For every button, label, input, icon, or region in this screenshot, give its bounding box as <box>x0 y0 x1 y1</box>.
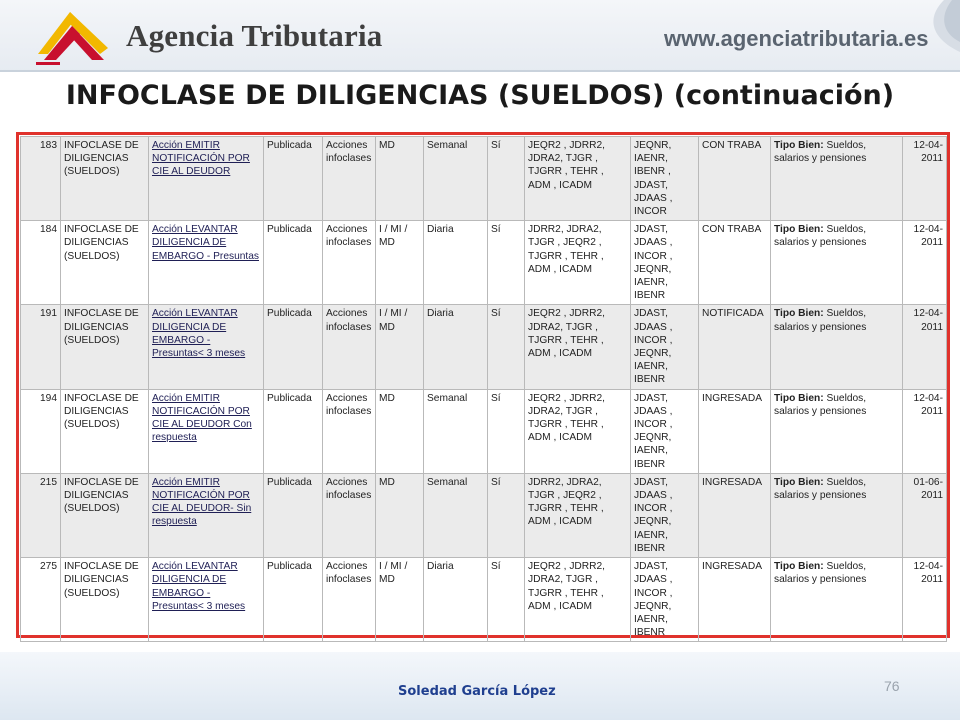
frecuencia-cell: Diaria <box>424 221 488 305</box>
tipo-bien-value: Sueldos, salarios y pensiones <box>774 224 867 249</box>
tipo-bien-label: Tipo Bien: <box>774 140 824 151</box>
diligencias-table <box>20 136 947 642</box>
situacion-cell: INGRESADA <box>699 473 771 557</box>
tipo-bien-cell <box>771 137 903 221</box>
frecuencia-cell: Diaria <box>424 558 488 642</box>
clase-cell: INFOCLASE DE DILIGENCIAS (SUELDOS) <box>61 389 149 473</box>
perfiles-cell: JDRR2, JDRA2, TJGR , JEQR2 , TJGRR , TEHR , ADM , ICADM <box>525 221 631 305</box>
tipo-bien-cell <box>771 305 903 389</box>
agencia-tributaria-logo <box>30 4 116 66</box>
ambito-cell: MD <box>376 473 424 557</box>
perfiles-secundarios-cell: JDAST, JDAAS , INCOR , JEQNR, IAENR, IBENR <box>631 558 699 642</box>
situacion-cell: CON TRABA <box>699 221 771 305</box>
slide-title: INFOCLASE DE DILIGENCIAS (SUELDOS) (continuación) <box>65 80 895 111</box>
tipo-bien-cell <box>771 221 903 305</box>
ambito-cell: I / MI / MD <box>376 558 424 642</box>
row-id: 184 <box>21 221 61 305</box>
corner-swirl-decoration-icon <box>914 0 960 72</box>
activo-cell: Sí <box>488 305 525 389</box>
page-number: 76 <box>884 678 900 694</box>
tipo-bien-value: Sueldos, salarios y pensiones <box>774 308 867 333</box>
estado-cell: Publicada <box>264 389 323 473</box>
tipo-bien-label: Tipo Bien: <box>774 392 824 404</box>
fecha-cell: 01-06- 2011 <box>903 473 947 557</box>
row-id: 191 <box>21 305 61 389</box>
perfiles-cell: JEQR2 , JDRR2, JDRA2, TJGR , TJGRR , TEHR , ADM , ICADM <box>525 137 631 221</box>
table-row <box>21 558 947 642</box>
perfiles-secundarios-cell: JDAST, JDAAS , INCOR , JEQNR, IAENR, IBENR <box>631 473 699 557</box>
ambito-cell: I / MI / MD <box>376 221 424 305</box>
row-id: 215 <box>21 473 61 557</box>
tipo-bien-cell <box>771 389 903 473</box>
situacion-cell: NOTIFICADA <box>699 305 771 389</box>
perfiles-cell: JEQR2 , JDRR2, JDRA2, TJGR , TJGRR , TEHR , ADM , ICADM <box>525 389 631 473</box>
clase-cell: INFOCLASE DE DILIGENCIAS (SUELDOS) <box>61 473 149 557</box>
accion-link[interactable]: Acción EMITIR NOTIFICACIÓN POR CIE AL DEUDOR- Sin respuesta <box>149 473 264 557</box>
frecuencia-cell: Semanal <box>424 137 488 221</box>
tipo-bien-value: Sueldos, salarios y pensiones <box>774 392 867 417</box>
accion-link[interactable]: Acción LEVANTAR DILIGENCIA DE EMBARGO - Presuntas< 3 meses <box>149 558 264 642</box>
tipo-cell: Acciones infoclases <box>323 389 376 473</box>
activo-cell: Sí <box>488 389 525 473</box>
estado-cell: Publicada <box>264 473 323 557</box>
activo-cell: Sí <box>488 221 525 305</box>
fecha-cell: 12-04- 2011 <box>903 137 947 221</box>
tipo-bien-value: Sueldos, salarios y pensiones <box>774 140 867 165</box>
estado-cell: Publicada <box>264 558 323 642</box>
accion-link[interactable]: Acción LEVANTAR DILIGENCIA DE EMBARGO - Presuntas< 3 meses <box>149 305 264 389</box>
ambito-cell: MD <box>376 389 424 473</box>
perfiles-secundarios-cell: JEQNR, IAENR, IBENR , JDAST, JDAAS , INCOR <box>631 137 699 221</box>
estado-cell: Publicada <box>264 137 323 221</box>
frecuencia-cell: Diaria <box>424 305 488 389</box>
clase-cell: INFOCLASE DE DILIGENCIAS (SUELDOS) <box>61 137 149 221</box>
tipo-cell: Acciones infoclases <box>323 137 376 221</box>
estado-cell: Publicada <box>264 221 323 305</box>
situacion-cell: INGRESADA <box>699 389 771 473</box>
ambito-cell: I / MI / MD <box>376 305 424 389</box>
row-id: 275 <box>21 558 61 642</box>
perfiles-secundarios-cell: JDAST, JDAAS , INCOR , JEQNR, IAENR, IBENR <box>631 389 699 473</box>
tipo-bien-label: Tipo Bien: <box>774 561 824 573</box>
diligencias-table-frame <box>16 132 950 638</box>
table-row <box>21 221 947 305</box>
tipo-cell: Acciones infoclases <box>323 221 376 305</box>
perfiles-cell: JEQR2 , JDRR2, JDRA2, TJGR , TJGRR , TEHR , ADM , ICADM <box>525 558 631 642</box>
activo-cell: Sí <box>488 558 525 642</box>
clase-cell: INFOCLASE DE DILIGENCIAS (SUELDOS) <box>61 305 149 389</box>
header-divider <box>0 70 960 72</box>
tipo-bien-cell <box>771 558 903 642</box>
perfiles-secundarios-cell: JDAST, JDAAS , INCOR , JEQNR, IAENR, IBENR <box>631 305 699 389</box>
estado-cell: Publicada <box>264 305 323 389</box>
accion-link[interactable]: Acción EMITIR NOTIFICACIÓN POR CIE AL DEUDOR <box>149 137 264 221</box>
tipo-bien-value: Sueldos, salarios y pensiones <box>774 476 867 502</box>
tipo-bien-label: Tipo Bien: <box>774 224 824 236</box>
website-url[interactable]: www.agenciatributaria.es <box>664 26 929 51</box>
perfiles-cell: JEQR2 , JDRR2, JDRA2, TJGR , TJGRR , TEHR , ADM , ICADM <box>525 305 631 389</box>
table-row <box>21 137 947 221</box>
tipo-bien-label: Tipo Bien: <box>774 476 824 488</box>
activo-cell: Sí <box>488 473 525 557</box>
clase-cell: INFOCLASE DE DILIGENCIAS (SUELDOS) <box>61 558 149 642</box>
clase-cell: INFOCLASE DE DILIGENCIAS (SUELDOS) <box>61 221 149 305</box>
perfiles-cell: JDRR2, JDRA2, TJGR , JEQR2 , TJGRR , TEHR , ADM , ICADM <box>525 473 631 557</box>
accion-link[interactable]: Acción LEVANTAR DILIGENCIA DE EMBARGO - Presuntas <box>149 221 264 305</box>
fecha-cell: 12-04- 2011 <box>903 558 947 642</box>
table-row <box>21 389 947 473</box>
brand-name: Agencia Tributaria <box>126 18 383 53</box>
header-banner <box>0 0 960 72</box>
accion-link[interactable]: Acción EMITIR NOTIFICACIÓN POR CIE AL DEUDOR Con respuesta <box>149 389 264 473</box>
row-id: 183 <box>21 137 61 221</box>
situacion-cell: CON TRABA <box>699 137 771 221</box>
table-row <box>21 305 947 389</box>
tipo-bien-label: Tipo Bien: <box>774 308 824 320</box>
frecuencia-cell: Semanal <box>424 389 488 473</box>
author-name: Soledad García López <box>398 684 556 699</box>
frecuencia-cell: Semanal <box>424 473 488 557</box>
table-row <box>21 473 947 557</box>
fecha-cell: 12-04- 2011 <box>903 221 947 305</box>
tipo-bien-cell <box>771 473 903 557</box>
ambito-cell: MD <box>376 137 424 221</box>
tipo-bien-value: Sueldos, salarios y pensiones <box>774 561 867 586</box>
tipo-cell: Acciones infoclases <box>323 558 376 642</box>
activo-cell: Sí <box>488 137 525 221</box>
row-id: 194 <box>21 389 61 473</box>
fecha-cell: 12-04- 2011 <box>903 389 947 473</box>
perfiles-secundarios-cell: JDAST, JDAAS , INCOR , JEQNR, IAENR, IBENR <box>631 221 699 305</box>
tipo-cell: Acciones infoclases <box>323 473 376 557</box>
fecha-cell: 12-04- 2011 <box>903 305 947 389</box>
tipo-cell: Acciones infoclases <box>323 305 376 389</box>
situacion-cell: INGRESADA <box>699 558 771 642</box>
